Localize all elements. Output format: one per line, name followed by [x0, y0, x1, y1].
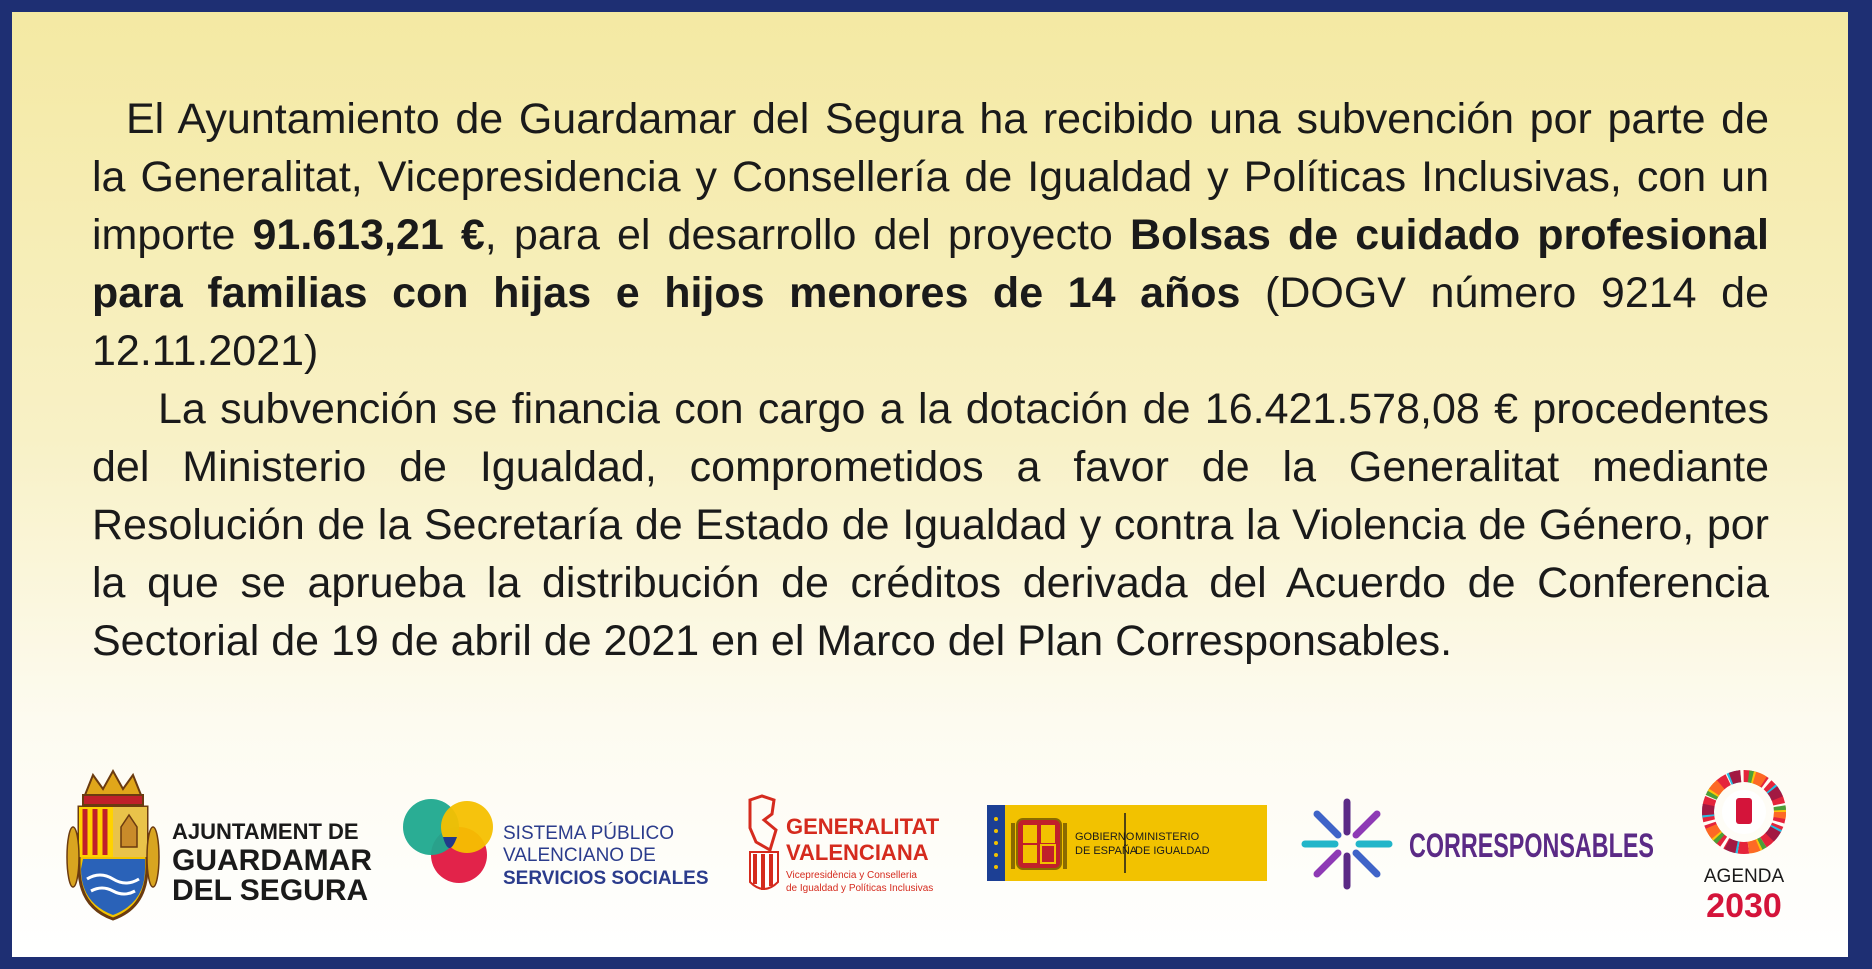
gob-left2: DE ESPAÑA — [1075, 845, 1138, 857]
coat-of-arms-icon — [67, 767, 387, 932]
logo-ayuntamiento — [67, 767, 387, 932]
p1-text-a: El Ayuntamiento de Guardamar del Segura ha recibido una subvención por parte de la Generalitat, Vicepresidencia y Consellería de Igualdad y Políticas Inclusivas, con un importe — [92, 95, 1769, 259]
agenda-line1: AGENDA — [1703, 866, 1785, 887]
paragraph-1 — [92, 90, 1769, 380]
project-name: Bolsas de cuidado profesional para familias con hijas e hijos menores de 14 años — [92, 211, 1769, 317]
ayto-line2: GUARDAMAR — [172, 844, 372, 877]
gob-left1: GOBIERNO — [1075, 831, 1135, 843]
ayto-line1: AJUNTAMENT DE — [172, 819, 359, 844]
circles-icon — [397, 797, 717, 907]
body-text — [92, 90, 1769, 670]
p1-text-b: , para el desarrollo del proyecto — [484, 211, 1130, 259]
gob-right2: DE IGUALDAD — [1135, 845, 1210, 857]
logo-strip — [12, 767, 1872, 937]
corresponsables-icon — [1297, 789, 1662, 904]
gob-right1: MINISTERIO — [1135, 831, 1200, 843]
logo-gobierno — [987, 805, 1267, 885]
logo-generalitat — [742, 792, 972, 912]
generalitat-emblem-icon — [742, 792, 972, 912]
amount: 91.613,21 € — [252, 211, 485, 259]
logo-corresponsables — [1297, 789, 1662, 904]
sistema-line1: SISTEMA PÚBLICO — [503, 823, 675, 844]
agenda-2030-icon — [1674, 767, 1814, 932]
gv-line1: GENERALITAT — [786, 814, 940, 839]
gv-line4: de Igualdad y Políticas Inclusivas — [786, 883, 934, 894]
ayto-line3: DEL SEGURA — [172, 874, 369, 907]
gobierno-espana-icon — [987, 805, 1267, 885]
gv-line3: Vicepresidència y Conselleria — [786, 870, 917, 881]
sistema-line3: SERVICIOS SOCIALES — [503, 868, 709, 889]
agenda-line2: 2030 — [1706, 887, 1782, 925]
gv-line2: VALENCIANA — [786, 840, 929, 865]
logo-agenda-2030 — [1674, 767, 1814, 932]
logo-sistema-publico — [397, 797, 717, 907]
paragraph-2: La subvención se financia con cargo a la dotación de 16.421.578,08 € procedentes del Ministerio de Igualdad, comprometidos a favor de la Generalitat mediante Resolución de la Secretaría de Estado de Igualdad y contra la Violencia de Género, por la que se aprueba la distribución de créditos derivada del Acuerdo de Conferencia Sectorial de 19 de abril de 2021 en el Marco del Plan Corresponsables. — [92, 385, 1769, 665]
p1-text-c: (DOGV número 9214 de 12.11.2021) — [92, 269, 1769, 375]
corresponsables-label: CORRESPONSABLES — [1409, 827, 1654, 865]
sistema-line2: VALENCIANO DE — [503, 845, 656, 866]
